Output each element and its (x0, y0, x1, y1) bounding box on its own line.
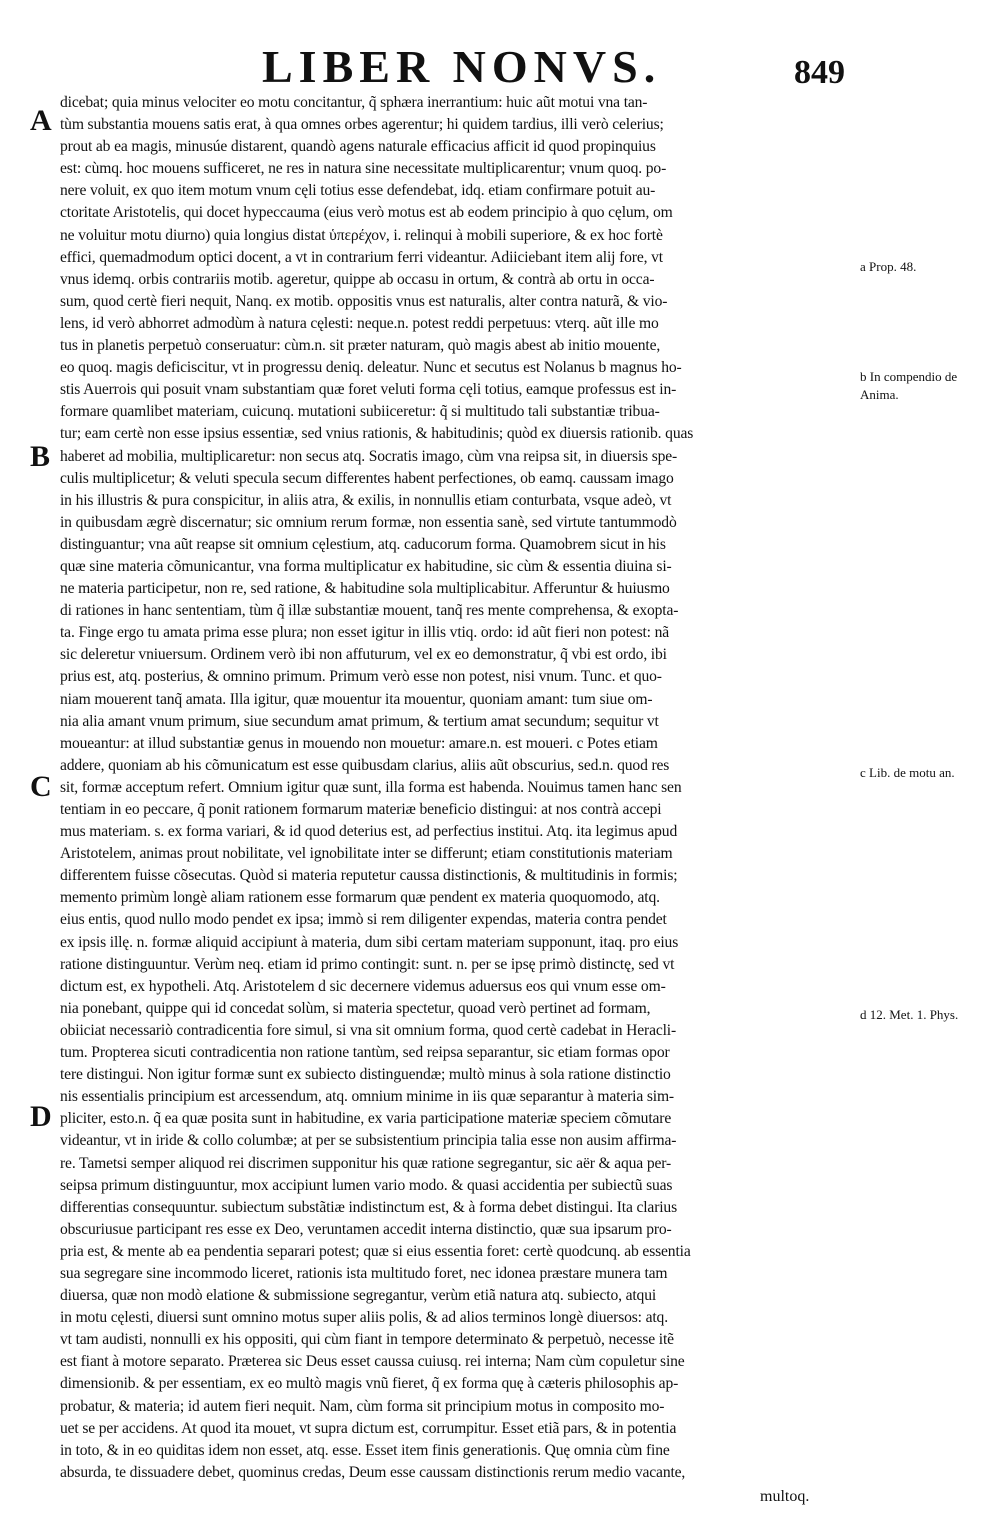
section-letter-b: B (30, 440, 51, 473)
catchword: multoq. (760, 1488, 810, 1505)
text-line: niam mouerent tanq̃ amata. Illa igitur, quæ mouentur ita mouentur, quoniam amant: tum siue om- (60, 690, 653, 708)
text-line: obscuriusue participant res esse ex Deo, veruntamen accedit interna distinctio, quæ sua ipsarum pro- (60, 1220, 672, 1238)
text-line: dicebat; quia minus velociter eo motu concitantur, q̃ sphæra inerrantium: huic aũt motui vna tan- (60, 94, 648, 111)
text-line: nia alia amant vnum primum, siue secundum amat primum, & tertium amat secundum; sequitur vt (60, 712, 659, 730)
text-line: pliciter, esto.n. q̃ ea quæ posita sunt in habitudine, ex varia participatione materiæ speciem cõmutare (60, 1110, 672, 1128)
text-line: nis essentialis principium est arcessendum, atq. omnium minime in iis quæ separantur à materia sim- (60, 1088, 674, 1106)
text-line: tentiam in eo peccare, q̃ ponit rationem formarum materiæ beneficio distingui: at nos contrà accepi (60, 801, 662, 818)
text-line: diuersa, quæ non modò elatione & submissione segregantur, verùm etiã natura atq. subiecto, atqui (60, 1287, 657, 1305)
text-line: absurda, te dissuadere debet, quominus credas, Deum esse caussam distinctionis rerum medio vacante, (60, 1463, 686, 1481)
text-line: sic deleretur vniuersum. Ordinem verò ibi non affuturum, vel ex eo demonstratur, q̃ vbi est ordo, ibi (60, 646, 667, 664)
text-line: tur; eam certè non esse ipsius essentiæ, sed vnius rationis, & habitudinis; quòd ex diuersis rationib. quas (60, 425, 694, 443)
text-line: tum. Propterea sicuti contradicentia non ratione tantùm, sed reipsa separantur, sic etiam formas opor (60, 1044, 670, 1062)
text-line: uet se per accidens. At quod ita mouet, vt supra dictum est, corrumpitur. Esset etiã pars, & in potentia (60, 1419, 677, 1437)
text-line: vt tam audisti, nonnulli ex his oppositi, qui cùm fiant in tempore determinato & perpetuò, necesse itẽ (60, 1331, 674, 1349)
text-line: eo quoq. magis deficiscitur, vt in progressu deniq. deleatur. Nunc et secutus est Nolanus b magnus ho- (60, 359, 682, 377)
section-letter-c: C (30, 770, 52, 803)
text-line: in toto, & in eo quiditas idem non esset, atq. esse. Esset item finis generationis. Quę omnia cùm fine (60, 1441, 670, 1459)
text-line: ex ipsis illę. n. formæ aliquid accipiunt à materia, dum sibi certam materiam supponunt, itaq. pro eius (60, 933, 679, 951)
text-line: nia ponebant, quippe qui id concedat solùm, si materia spectetur, quoad verò pertinet ad formam, (60, 999, 651, 1017)
text-line: est fiant à motore separato. Præterea sic Deus esset caussa cuiusq. rei interna; Nam cùm copuletur sine (60, 1353, 685, 1371)
text-line: moueantur: at illud substantiæ genus in mouendo non mouetur: amare.n. est moueri. c Potes etiam (60, 734, 658, 752)
text-line: mus materiam. s. ex forma variari, & id quod deterius est, ad perfectius institui. Atq. ita legimus apud (60, 823, 678, 841)
section-letter-a: A (30, 104, 52, 137)
text-line: est: cùmq. hoc mouens sufficeret, ne res in natura sine necessitate multiplicarentur; vnum quoq. po- (60, 160, 667, 178)
text-line: videantur, vt in iride & collo columbæ; at per se subsistentium principia talia esse non ausim affirma- (60, 1132, 677, 1150)
text-line: vnus idemq. orbis contrariis motib. ageretur, quippe ab occasu in ortum, & contrà ab ortu in occa- (60, 270, 655, 288)
text-line: nere voluit, ex quo item motum vnum cęli totius esse defendebat, idq. etiam confirmare potuit au- (60, 182, 656, 200)
section-letter-d: D (30, 1100, 52, 1133)
text-line: quæ sine materia cõmunicantur, vna forma multiplicatur ex habitudine, sic cùm & essentia diuina si- (60, 557, 672, 575)
text-line: memento primùm longè aliam rationem esse formarum quæ pendent ex materia quoquomodo, atq. (60, 889, 660, 907)
text-line: obiiciat necessariò contradicentia fore simul, si vna sit omnium forma, quod certè cadebat in Heracli- (60, 1021, 677, 1039)
text-line: in motu cęlesti, diuersi sunt omnino motus super aliis polis, & ad alios terminos longè diuersos: atq. (60, 1309, 668, 1327)
text-line: in his illustris & pura conspicitur, in aliis atra, & exilis, in nonnullis etiam conturbata, vsque adeò, vt (60, 491, 672, 509)
text-line: lens, id verò abhorret admodùm à natura cęlesti: neque.n. potest reddi perpetuus: vterq. aũt ille mo (60, 314, 659, 332)
text-line: tùm substantia mouens satis erat, à qua omnes orbes agerentur; hi quidem tardius, illi verò celerius; (60, 116, 664, 134)
text-line: ne voluitur motu diurno) quia longius distat ὑπερέχον, i. relinqui à mobili superiore, & ex hoc fortè (60, 226, 663, 244)
text-line: ctoritate Aristotelis, qui docet hypeccauma (eius verò motus est ab eodem principio à quo cęlum, om (60, 204, 673, 222)
text-line: sua segregare sine incommodo liceret, rationis ista multitudo foret, nec idonea præstare munera tam (60, 1264, 668, 1282)
body-text (60, 92, 852, 1484)
text-line: sit, formæ acceptum refert. Omnium igitur quæ sunt, illa forma est habenda. Nouimus tamen hanc sen (60, 778, 682, 796)
text-line: distinguantur; vna aũt reapse sit omnium cęlestium, atq. caducorum forma. Quamobrem sicut in his (60, 535, 666, 553)
text-line: sum, quod certè fieri nequit, Nanq. ex motib. oppositis vnus est naturalis, alter contra naturã, & vio- (60, 292, 668, 310)
text-line: tere distingui. Non igitur formæ sunt ex subiecto distinguendæ; multò minus à sola ratione distinctio (60, 1066, 671, 1084)
text-line: seipsa primum distinguuntur, mox accipiunt lumen vario modo. & quasi accidentia per subiectũ suas (60, 1176, 673, 1194)
running-title: LIBER NONVS. (262, 41, 662, 92)
text-line: addere, quoniam ab his cõmunicatum est esse quibusdam clarius, aliis aũt obscurius, sed.n. quod res (60, 756, 670, 774)
page-number: 849 (794, 54, 845, 91)
text-line: differentem fuisse cõsecutas. Quòd si materia reputetur caussa distinctionis, & multitudinis in formis; (60, 867, 678, 885)
text-line: dimensionib. & per essentiam, ex eo multò magis vnũ fieret, q̃ ex forma quę à cæteris philosophis ap- (60, 1375, 679, 1393)
text-line: ta. Finge ergo tu amata prima esse plura; non esset igitur in illis vtiq. ordo: id aũt fieri non potest: nã (60, 624, 670, 642)
text-line: ne materia participetur, non re, sed ratione, & habitudine sola multiplicabitur. Afferuntur & huiusmo (60, 580, 670, 598)
text-line: Aristotelem, animas prout nobilitate, vel ignobilitate inter se differunt; etiam constitutionis materiam (60, 845, 673, 863)
margin-note-a: a Prop. 48. (860, 259, 917, 274)
text-line: effici, quemadmodum optici docent, a vt in contrarium ferri videantur. Adiiciebant item alij fore, vt (60, 248, 663, 266)
text-line: haberet ad mobilia, multiplicaretur: non secus atq. Socratis imago, cùm vna reipsa sit, in diuersis spe- (60, 447, 678, 465)
text-line: in quibusdam ægrè discernatur; sic omnium rerum formæ, non essentia sanè, sed virtute tantummodò (60, 513, 677, 531)
text-line: ratione distinguuntur. Verùm neq. etiam id primo contingit: sunt. n. per se ipsę primò distinctę, sed vt (60, 955, 675, 973)
margin-note-d: d 12. Met. 1. Phys. (860, 1007, 959, 1022)
text-line: re. Tametsi semper aliquod rei discrimen supponitur his quæ ratione segregantur, sic aër & aqua per- (60, 1154, 672, 1172)
text-line: prout ab ea magis, minusúe distarent, quandò agens naturale efficacius afficit id quod propinquius (60, 138, 656, 156)
text-line: prius est, atq. posterius, & omnino primum. Primum verò esse non potest, nisi vnum. Tunc. et quo- (60, 668, 662, 686)
text-line: formare quamlibet materiam, cuicunq. mutationi subiiceretur: q̃ si multitudo tali substantiæ tribua- (60, 403, 660, 421)
text-line: tus in planetis perpetuò conseruatur: cùm.n. sit præter naturam, quò magis abest ab initio mouente, (60, 337, 661, 355)
margin-note-c: c Lib. de motu an. (860, 765, 955, 780)
margin-note-b: b In compendio de Anima. (860, 369, 958, 402)
text-line: differentias consequuntur. subiectum substãtiæ indistinctum est, & à forma debet distingui. Ita clarius (60, 1198, 677, 1216)
text-line: dictum est, ex hypotheli. Atq. Aristotelem d sic decernere videmus aduersus eos qui vnum esse om- (60, 977, 666, 995)
text-line: eius entis, quod nullo modo pendet ex ipsa; immò si rem diligenter expendas, materia contra pendet (60, 911, 667, 929)
text-line: culis multiplicetur; & veluti specula secum differentes habent perfectiones, ob eamq. caussam imago (60, 469, 674, 487)
text-line: pria est, & mente ab ea pendentia separari potest; quæ si eius essentia foret: certè quodcunq. ab essentia (60, 1242, 691, 1260)
text-line: probatur, & materia; id autem fieri nequit. Nam, cùm forma sit principium motus in composito mo- (60, 1397, 665, 1415)
text-line: di rationes in hanc sententiam, tùm q̃ illæ substantiæ mouent, tanq̃ res mente comprehensa, & exopta- (60, 602, 679, 620)
text-line: stis Auerrois qui posuit vnam substantiam quæ foret veluti forma cęli totius, eamque professus est in- (60, 381, 677, 399)
